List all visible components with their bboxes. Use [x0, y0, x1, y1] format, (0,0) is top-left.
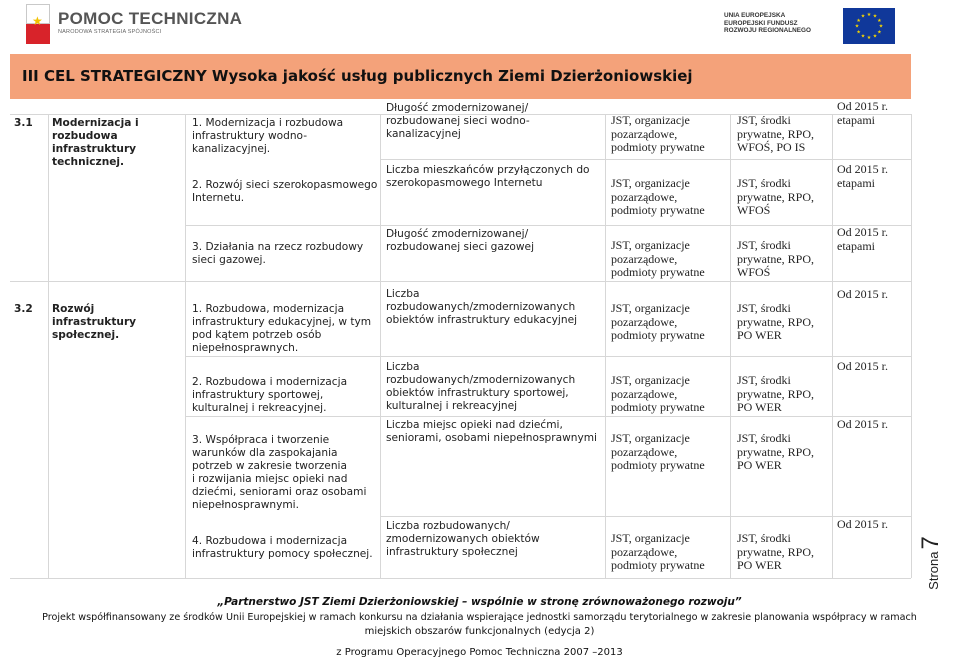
table-line [605, 114, 606, 578]
section-name: Rozwój infrastruktury społecznej. [52, 303, 137, 341]
entity-item: JST, organizacje pozarządowe, podmioty prywatne [611, 238, 705, 279]
section-number: 3.2 [14, 303, 33, 315]
svg-text:★: ★ [878, 23, 884, 30]
section-name: Modernizacja i rozbudowa infrastruktury technicznej. [52, 117, 139, 168]
funding-item: JST, środki prywatne, RPO, PO WER [737, 301, 814, 342]
eu-line-3: ROZWOJU REGIONALNEGO [724, 27, 811, 35]
entity-item: JST, organizacje pozarządowe, podmioty prywatne [611, 113, 705, 154]
eu-line-1: UNIA EUROPEJSKA [724, 12, 786, 19]
table-line [185, 356, 911, 357]
table-line [185, 225, 911, 226]
svg-text:★: ★ [866, 35, 872, 42]
footer-project-title: „Partnerstwo JST Ziemi Dzierżoniowskiej – wspólnie w stronę zrównoważonego rozwoju” [217, 596, 742, 608]
table-line [380, 114, 381, 578]
table-line [10, 578, 911, 579]
table-line [185, 114, 186, 578]
indicator-item: Długość zmodernizowanej/ rozbudowanej sieci wodno- kanalizacyjnej [386, 102, 530, 140]
action-item: 2. Rozwój sieci szerokopasmowego Internetu. [192, 179, 378, 204]
indicator-item: Liczba mieszkańców przyłączonych do szerokopasmowego Internetu [386, 164, 590, 189]
entity-item: JST, organizacje pozarządowe, podmioty prywatne [611, 531, 705, 572]
svg-text:★: ★ [872, 13, 878, 20]
table-line [911, 114, 912, 578]
action-item: 1. Rozbudowa, modernizacja infrastruktury edukacyjnej, w tym pod kątem potrzeb osób niepełnosprawnych. [192, 303, 372, 354]
timeline-item: Od 2015 r. etapami [837, 99, 888, 127]
entity-item: JST, organizacje pozarządowe, podmioty prywatne [611, 431, 705, 472]
eu-fund-caption [724, 12, 840, 35]
table-line [832, 114, 833, 578]
funding-item: JST, środki prywatne, RPO, WFOŚ [737, 238, 814, 279]
funding-item: JST, środki prywatne, RPO, WFOŚ [737, 176, 814, 217]
table-line [48, 114, 49, 578]
action-item: 2. Rozbudowa i modernizacja infrastruktury sportowej, kulturalnej i rekreacyjnej. [192, 376, 348, 414]
poland-flag-logo: ★ [26, 4, 50, 44]
indicator-item: Liczba rozbudowanych/zmodernizowanych obiektów infrastruktury sportowej, kulturalnej i rekreacyjnej [386, 361, 576, 412]
svg-text:★: ★ [860, 13, 866, 20]
svg-text:★: ★ [866, 12, 872, 18]
entity-item: JST, organizacje pozarządowe, podmioty prywatne [611, 176, 705, 217]
funding-item: JST, środki prywatne, RPO, PO WER [737, 373, 814, 414]
section-number: 3.1 [14, 117, 33, 129]
indicator-item: Liczba rozbudowanych/zmodernizowanych obiektów infrastruktury edukacyjnej [386, 288, 578, 326]
table-line [10, 281, 911, 282]
timeline-item: Od 2015 r. [837, 287, 888, 301]
funding-item: JST, środki prywatne, RPO, WFOŚ, PO IS [737, 113, 814, 154]
timeline-item: Od 2015 r. [837, 517, 888, 531]
svg-text:★: ★ [877, 17, 882, 24]
funding-item: JST, środki prywatne, RPO, PO WER [737, 431, 814, 472]
indicator-item: Długość zmodernizowanej/ rozbudowanej sieci gazowej [386, 228, 535, 253]
entity-item: JST, organizacje pozarządowe, podmioty prywatne [611, 373, 705, 414]
eu-flag-icon [843, 8, 895, 44]
logo-subtitle: NARODOWA STRATEGIA SPÓJNOŚCI [58, 29, 162, 35]
page-title: III CEL STRATEGICZNY Wysoka jakość usług publicznych Ziemi Dzierżoniowskiej [22, 67, 693, 85]
entity-item: JST, organizacje pozarządowe, podmioty prywatne [611, 301, 705, 342]
indicator-item: Liczba rozbudowanych/ zmodernizowanych obiektów infrastruktury społecznej [386, 520, 540, 558]
action-item: 1. Modernizacja i rozbudowa infrastruktury wodno- kanalizacyjnej. [192, 117, 344, 155]
svg-text:★: ★ [872, 33, 878, 40]
eu-line-2: EUROPEJSKI FUNDUSZ [724, 19, 798, 27]
svg-text:★: ★ [860, 33, 866, 40]
timeline-item: Od 2015 r. etapami [837, 162, 888, 190]
svg-text:★: ★ [856, 17, 861, 24]
svg-text:★: ★ [856, 29, 861, 36]
funding-item: JST, środki prywatne, RPO, PO WER [737, 531, 814, 572]
footer-funding-note: Projekt współfinansowany ze środków Unii Europejskiej w ramach konkursu na działania wspierające jednostki samorządu terytorialnego w zakresie planowania współpracy w ramach miejskich obszarów funkcjonalnych (edycja 2) [42, 612, 917, 637]
timeline-item: Od 2015 r. [837, 417, 888, 431]
timeline-item: Od 2015 r. [837, 359, 888, 373]
svg-text:★: ★ [877, 29, 882, 36]
svg-text:★: ★ [854, 23, 860, 30]
timeline-item: Od 2015 r. etapami [837, 225, 888, 253]
footer-program: z Programu Operacyjnego Pomoc Techniczna 2007 –2013 [336, 647, 623, 658]
action-item: 3. Współpraca i tworzenie warunków dla zaspokajania potrzeb w zakresie tworzenia i rozwijania miejsc opieki nad dziećmi, seniorami oraz osobami niepełnosprawnymi. [192, 434, 367, 511]
action-item: 4. Rozbudowa i modernizacja infrastruktury pomocy społecznej. [192, 535, 373, 560]
table-line [730, 114, 731, 578]
page-number: Strona7 [917, 536, 944, 590]
action-item: 3. Działania na rzecz rozbudowy sieci gazowej. [192, 241, 364, 266]
logo-title: POMOC TECHNICZNA [58, 9, 243, 28]
indicator-item: Liczba miejsc opieki nad dziećmi, seniorami, osobami niepełnosprawnymi [386, 419, 597, 444]
table-line [185, 416, 911, 417]
